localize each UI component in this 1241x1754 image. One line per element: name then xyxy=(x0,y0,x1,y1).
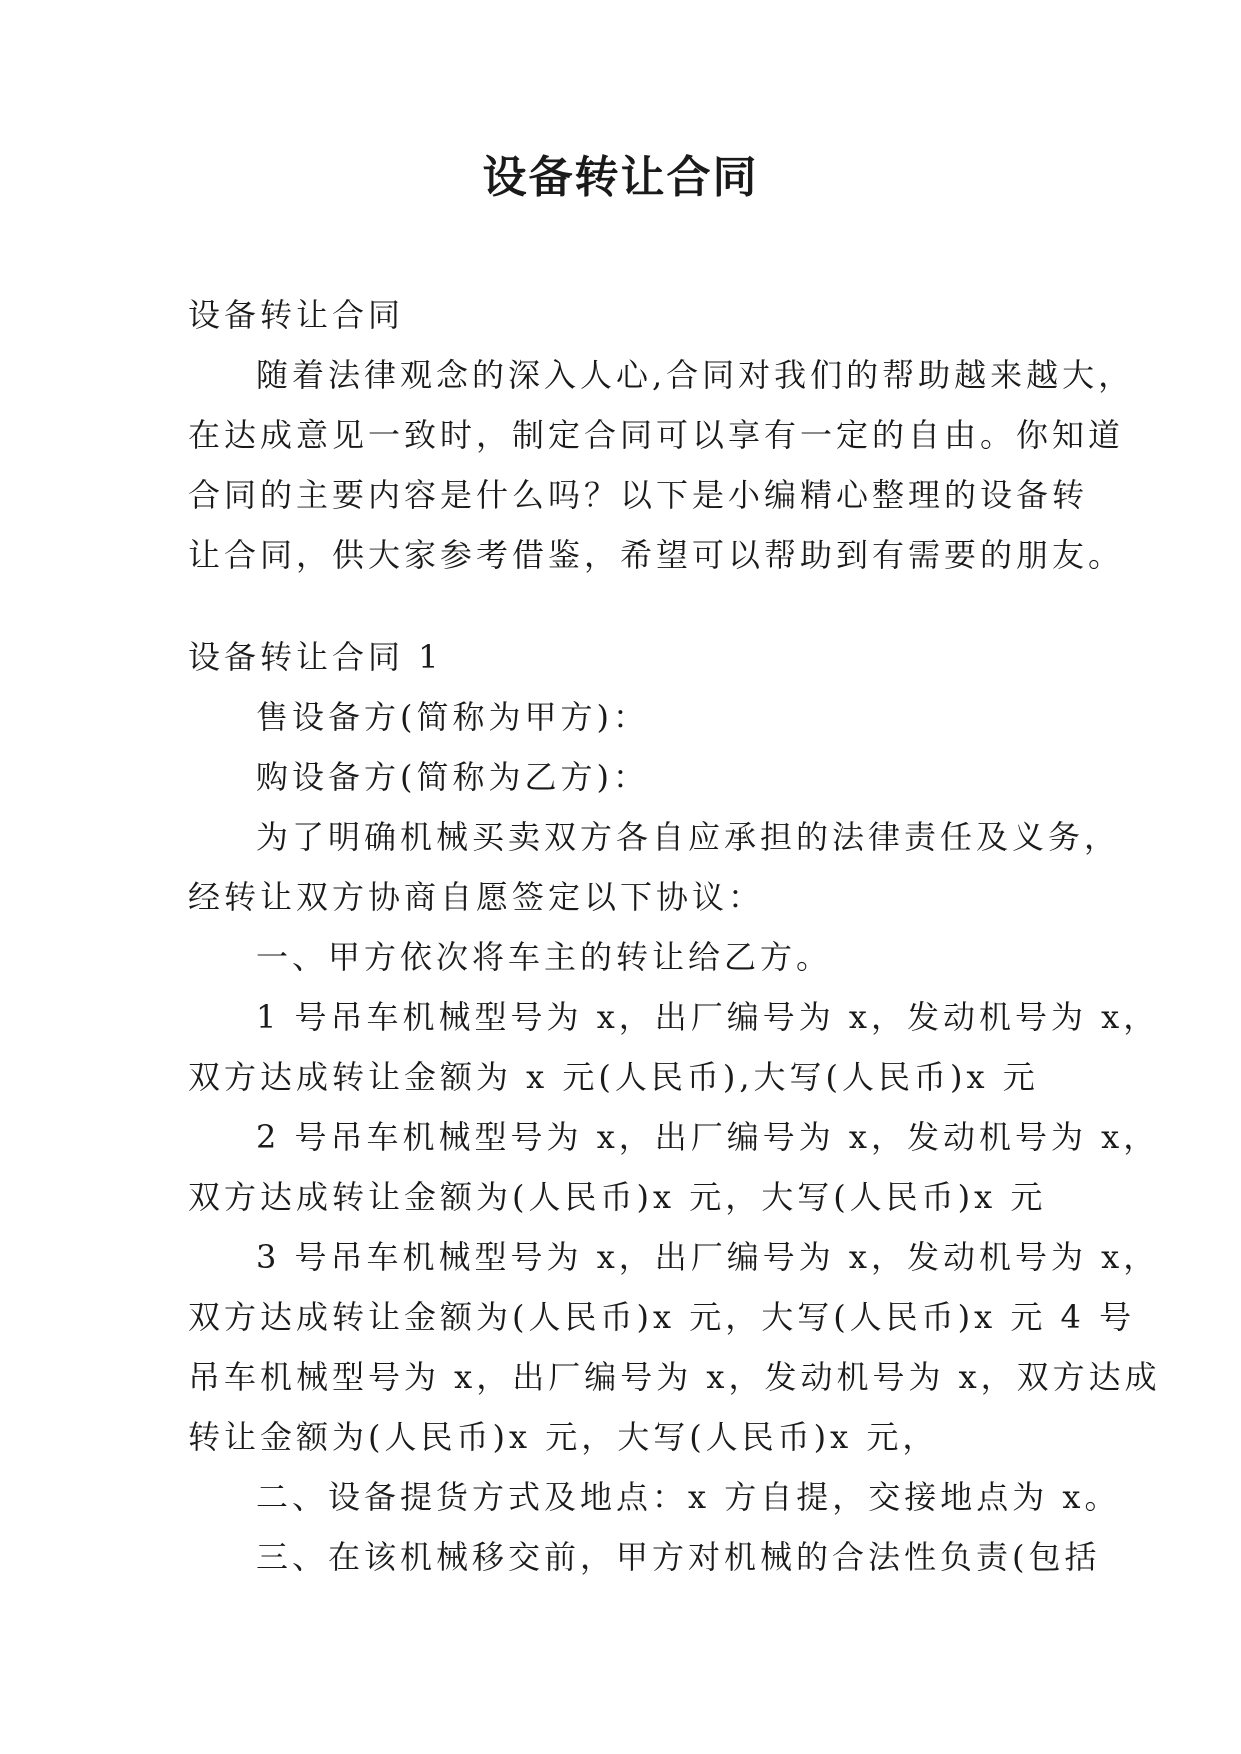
page-title: 设备转让合同 xyxy=(482,152,759,203)
intro-heading: 设备转让合同 xyxy=(188,296,405,334)
clause-3-line: 三、在该机械移交前，甲方对机械的合法性负责(包括 xyxy=(256,1538,1101,1576)
crane-4-line: 吊车机械型号为 x，出厂编号为 x，发动机号为 x，双方达成 xyxy=(188,1358,1161,1396)
paragraph-gap xyxy=(188,585,1068,627)
body-line: 经转让双方协商自愿签定以下协议： xyxy=(188,878,765,916)
crane-1-line: 1 号吊车机械型号为 x，出厂编号为 x，发动机号为 x， xyxy=(256,998,1160,1036)
buyer-party-line: 购设备方(简称为乙方)： xyxy=(256,758,649,796)
body-line: 为了明确机械买卖双方各自应承担的法律责任及义务， xyxy=(256,818,1121,856)
intro-line: 随着法律观念的深入人心,合同对我们的帮助越来越大， xyxy=(256,356,1135,394)
crane-2-line: 2 号吊车机械型号为 x，出厂编号为 x，发动机号为 x， xyxy=(256,1118,1160,1156)
intro-line: 在达成意见一致时，制定合同可以享有一定的自由。你知道 xyxy=(188,416,1125,454)
crane-3-line: 3 号吊车机械型号为 x，出厂编号为 x，发动机号为 x， xyxy=(256,1238,1160,1276)
section-heading: 设备转让合同 1 xyxy=(188,638,443,676)
seller-party-line: 售设备方(简称为甲方)： xyxy=(256,698,649,736)
intro-line: 合同的主要内容是什么吗？以下是小编精心整理的设备转 xyxy=(188,476,1089,514)
document-body xyxy=(188,285,1161,1587)
crane-1-line: 双方达成转让金额为 x 元(人民币),大写(人民币)x 元 xyxy=(188,1058,1039,1096)
clause-1-line: 一、甲方依次将车主的转让给乙方。 xyxy=(256,938,833,976)
crane-4-line: 转让金额为(人民币)x 元，大写(人民币)x 元， xyxy=(188,1418,939,1456)
clause-2-line: 二、设备提货方式及地点：x 方自提，交接地点为 x。 xyxy=(256,1478,1121,1516)
intro-line: 让合同，供大家参考借鉴，希望可以帮助到有需要的朋友。 xyxy=(188,536,1125,574)
crane-3-line: 双方达成转让金额为(人民币)x 元，大写(人民币)x 元 4 号 xyxy=(188,1298,1136,1336)
crane-2-line: 双方达成转让金额为(人民币)x 元，大写(人民币)x 元 xyxy=(188,1178,1047,1216)
